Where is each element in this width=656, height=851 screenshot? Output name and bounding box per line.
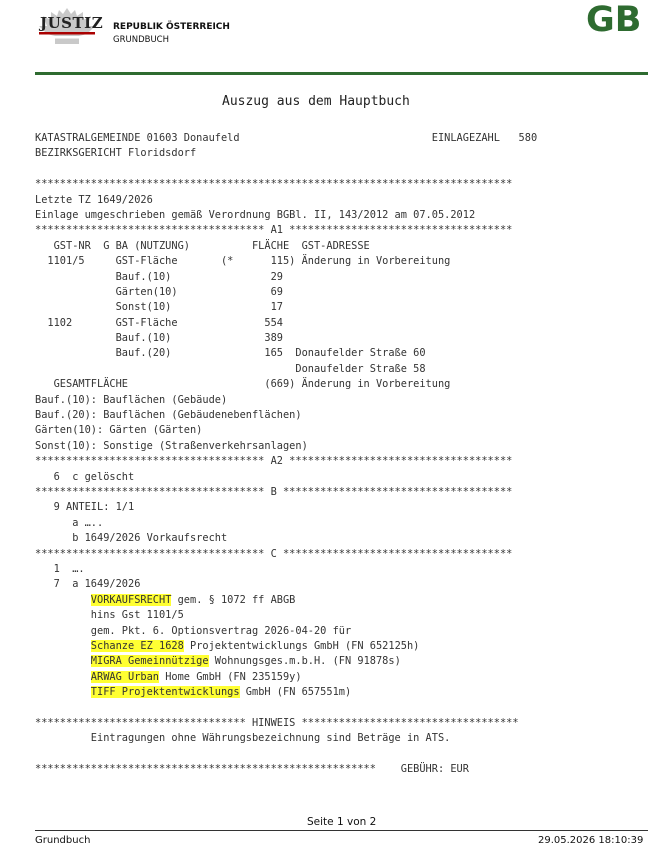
document-line: ************************************* C ************************************* — [35, 547, 513, 560]
org-name: REPUBLIK ÖSTERREICH — [113, 22, 230, 32]
document-line: Letzte TZ 1649/2026 — [35, 193, 153, 206]
gb-badge: GB — [586, 0, 642, 40]
document-line: BEZIRKSGERICHT Floridsdorf — [35, 147, 197, 160]
document-line: Einlage umgeschrieben gemäß Verordnung BGBl. II, 143/2012 am 07.05.2012 — [35, 208, 476, 221]
document-line: Schanze EZ 1628 Projektentwicklungs GmbH (FN 652125h) — [90, 639, 420, 652]
highlighted-text: TIFF Projektentwicklungs — [90, 686, 240, 699]
document-line: ******************************************************* GEBÜHR: EUR — [35, 763, 469, 776]
document-line: Bauf.(20) 165 Donaufelder Straße 60 — [35, 347, 426, 360]
document-line: a ….. — [35, 516, 104, 529]
document-line: ********************************** HINWEIS *********************************** — [35, 716, 519, 729]
document-line: Donaufelder Straße 58 — [35, 362, 426, 375]
document-line: Bauf.(20): Bauflächen (Gebäudenebenflächen) — [35, 409, 302, 422]
header-divider — [35, 72, 648, 75]
document-line: Bauf.(10): Bauflächen (Gebäude) — [35, 393, 228, 406]
document-line: Bauf.(10) 389 — [35, 332, 283, 345]
document-line: Bauf.(10) 29 — [35, 270, 283, 283]
document-body — [35, 131, 537, 777]
document-line: gem. Pkt. 6. Optionsvertrag 2026-04-20 für — [35, 624, 352, 637]
highlighted-text: VORKAUFSRECHT — [90, 593, 172, 606]
document-line: ************************************* A1 ************************************ — [35, 224, 513, 237]
document-line: VORKAUFSRECHT gem. § 1072 ff ABGB — [90, 593, 296, 606]
document-line: b 1649/2026 Vorkaufsrecht — [35, 532, 228, 545]
document-line: Eintragungen ohne Währungsbezeichnung sind Beträge in ATS. — [35, 732, 451, 745]
document-line: ***************************************************************************** — [35, 178, 513, 191]
document-line: MIGRA Gemeinnützige Wohnungsges.m.b.H. (FN 91878s) — [90, 655, 401, 668]
highlighted-text: Schanze EZ 1628 — [90, 639, 184, 652]
document-line: hins Gst 1101/5 — [35, 609, 184, 622]
document-line: Sonst(10): Sonstige (Straßenverkehrsanlagen) — [35, 439, 308, 452]
footer-label: Grundbuch — [35, 835, 91, 846]
document-line: TIFF Projektentwicklungs GmbH (FN 657551m) — [90, 686, 352, 699]
highlighted-text: MIGRA Gemeinnützige — [90, 655, 209, 668]
document-line: ************************************* A2 ************************************ — [35, 455, 513, 468]
document-line: ARWAG Urban Home GmbH (FN 235159y) — [90, 670, 302, 683]
highlighted-text: ARWAG Urban — [90, 670, 159, 683]
document-line: GST-NR G BA (NUTZUNG) FLÄCHE GST-ADRESSE — [35, 239, 370, 252]
document-line: 7 a 1649/2026 — [35, 578, 141, 591]
document-line: Gärten(10): Gärten (Gärten) — [35, 424, 203, 437]
document-line — [35, 747, 537, 762]
document-line: 9 ANTEIL: 1/1 — [35, 501, 135, 514]
document-line: KATASTRALGEMEINDE 01603 Donaufeld EINLAGEZAHL 580 — [35, 132, 538, 144]
document-line — [35, 700, 537, 715]
footer-timestamp: 29.05.2026 18:10:39 — [538, 835, 644, 846]
document-line: GESAMTFLÄCHE (669) Änderung in Vorbereitung — [35, 378, 451, 391]
document-line: Sonst(10) 17 — [35, 301, 283, 314]
justiz-logo-text: JUSTIZ — [40, 14, 104, 32]
page-number: Seite 1 von 2 — [307, 816, 377, 828]
footer-divider — [35, 830, 648, 831]
document-line: 1102 GST-Fläche 554 — [35, 316, 283, 329]
document-line: 1101/5 GST-Fläche (* 115) Änderung in Vorbereitung — [35, 255, 451, 268]
document-line: 1 …. — [35, 562, 85, 575]
org-department: GRUNDBUCH — [113, 35, 169, 45]
document-line: 6 c gelöscht — [35, 470, 135, 483]
document-line — [35, 162, 537, 177]
document-line: Gärten(10) 69 — [35, 285, 283, 298]
document-title: Auszug aus dem Hauptbuch — [222, 94, 410, 109]
document-line: ************************************* B ************************************* — [35, 485, 513, 498]
